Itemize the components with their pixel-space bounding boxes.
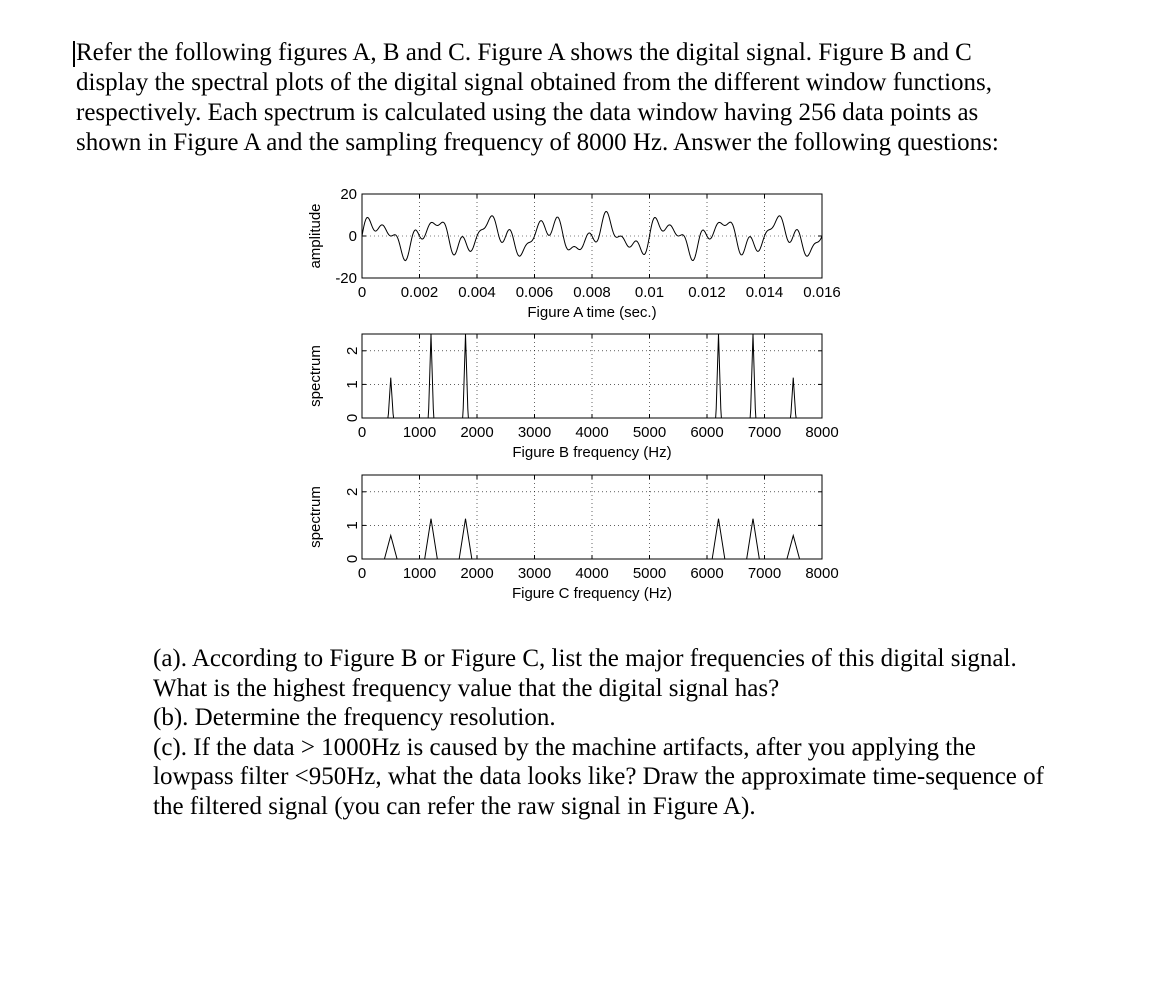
- x-tick-label: 0: [357, 565, 367, 582]
- x-tick-label: 7000: [747, 565, 782, 582]
- x-tick-label: 1000: [402, 565, 437, 582]
- y-tick-label: 0: [348, 228, 357, 245]
- question-line: (c). If the data > 1000Hz is caused by the machine artifacts, after you applying the: [153, 733, 976, 761]
- question-line: the filtered signal (you can refer the raw signal in Figure A).: [153, 792, 756, 820]
- x-tick-label: 4000: [575, 424, 609, 441]
- x-tick-label: 2000: [460, 424, 494, 441]
- x-axis-label: Figure C frequency (Hz): [511, 585, 673, 602]
- x-axis-label: Figure B frequency (Hz): [512, 444, 672, 461]
- x-tick-label: 1000: [402, 424, 437, 441]
- intro-line: display the spectral plots of the digital signal obtained from the different window functions,: [76, 69, 993, 96]
- question-line: (b). Determine the frequency resolution.: [153, 704, 556, 731]
- x-tick-label: 0.008: [573, 284, 611, 301]
- question-line: What is the highest frequency value that the digital signal has?: [153, 674, 780, 702]
- question-line: lowpass filter <950Hz, what the data looks like? Draw the approximate time-sequence of: [153, 763, 1044, 790]
- y-axis-label: spectrum: [307, 345, 324, 407]
- x-tick-label: 4000: [575, 565, 609, 582]
- x-tick-label: 7000: [747, 424, 782, 441]
- x-tick-label: 0: [357, 424, 367, 441]
- x-tick-label: 0.014: [745, 284, 784, 301]
- x-tick-label: 0.016: [803, 284, 841, 301]
- y-tick-label: 2: [344, 487, 361, 496]
- intro-line: shown in Figure A and the sampling frequency of 8000 Hz. Answer the following questions:: [76, 129, 999, 156]
- y-axis-label: spectrum: [307, 486, 324, 548]
- y-tick-label: 0: [344, 413, 361, 423]
- y-axis-label: amplitude: [307, 203, 324, 269]
- x-axis-label: Figure A time (sec.): [527, 304, 657, 321]
- x-tick-label: 3000: [517, 565, 552, 582]
- x-tick-label: 5000: [632, 424, 667, 441]
- question-line: (a). According to Figure B or Figure C, list the major frequencies of this digital signal.: [153, 645, 1017, 672]
- y-tick-label: -20: [335, 270, 357, 287]
- x-tick-label: 3000: [517, 424, 552, 441]
- y-tick-label: 20: [340, 186, 357, 203]
- x-tick-label: 8000: [805, 424, 839, 441]
- data-series-line: [362, 519, 822, 559]
- x-tick-label: 0.006: [515, 284, 554, 301]
- x-tick-label: 0.002: [400, 284, 439, 301]
- questions-block: [153, 644, 1113, 821]
- x-tick-label: 6000: [690, 424, 724, 441]
- x-tick-label: 6000: [690, 565, 724, 582]
- y-tick-label: 2: [344, 346, 361, 355]
- x-tick-label: 0: [357, 284, 367, 301]
- x-tick-label: 2000: [460, 565, 494, 582]
- intro-line: respectively. Each spectrum is calculated using the data window having 256 data points as: [76, 99, 979, 126]
- y-tick-label: 1: [344, 521, 361, 530]
- x-tick-label: 0.012: [688, 284, 726, 301]
- x-tick-label: 0.01: [634, 284, 665, 301]
- x-tick-label: 0.004: [458, 284, 496, 301]
- x-tick-label: 5000: [632, 565, 667, 582]
- y-tick-label: 1: [344, 380, 361, 389]
- x-tick-label: 8000: [805, 565, 839, 582]
- y-tick-label: 0: [344, 554, 361, 564]
- intro-line: Refer the following figures A, B and C. Figure A shows the digital signal. Figure B and C: [76, 39, 972, 66]
